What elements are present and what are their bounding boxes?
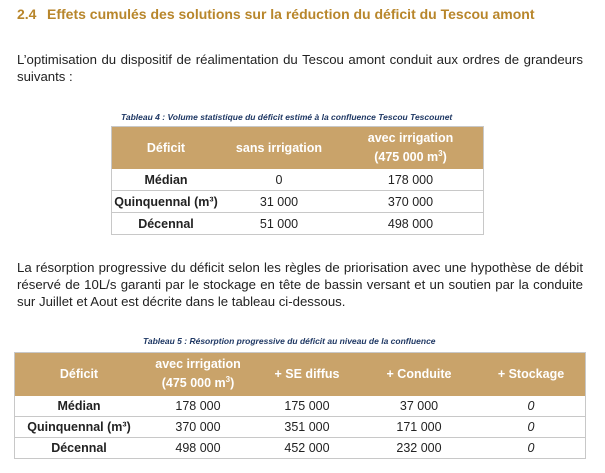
row-label: Décennal [112, 213, 221, 235]
table-row [112, 213, 484, 235]
table5-header-se-diffus: + SE diffus [253, 353, 361, 397]
intro-paragraph: L’optimisation du dispositif de réalimentation du Tescou amont conduit aux ordres de grandeurs suivants : [17, 52, 583, 84]
table-row [15, 417, 586, 438]
table4-header-avec-line2: (475 000 m [374, 150, 439, 165]
table-row [15, 438, 586, 459]
cell-stockage: 0 [477, 396, 586, 417]
section-number: 2.4 [17, 6, 37, 22]
table5 [14, 352, 586, 459]
cell-se-diffus: 175 000 [253, 396, 361, 417]
table5-header-avec-sup: 3 [225, 375, 231, 385]
table4-header-avec-line1: avec irrigation [367, 130, 454, 145]
table5-header-avec-line1: avec irrigation [155, 357, 241, 372]
table4-header-deficit: Déficit [112, 127, 221, 170]
table4-caption: Tableau 4 : Volume statistique du déficit estimé à la confluence Tescou Tescounet [121, 112, 453, 122]
table4-header-avec-irrigation [338, 127, 484, 170]
cell-avec: 370 000 [143, 417, 253, 438]
cell-avec: 178 000 [143, 396, 253, 417]
cell-sans: 51 000 [220, 213, 338, 235]
cell-conduite: 232 000 [361, 438, 477, 459]
table4-header-avec-end: ) [442, 150, 447, 165]
table5-caption: Tableau 5 : Résorption progressive du déficit au niveau de la confluence [143, 336, 436, 346]
section-heading [17, 6, 534, 22]
cell-se-diffus: 351 000 [253, 417, 361, 438]
cell-conduite: 171 000 [361, 417, 477, 438]
table-row [15, 396, 586, 417]
table-row [112, 169, 484, 191]
cell-stockage: 0 [477, 417, 586, 438]
table4-header-avec-sup: 3 [438, 148, 443, 158]
table5-header-stockage: + Stockage [477, 353, 586, 397]
body-paragraph: La résorption progressive du déficit selon les règles de priorisation avec une hypothèse de débit réservé de 10L/s garanti par le stockage en tête de bassin versant et un soutien par la conduite sur Juillet et Aout est décrite dans le tableau ci-dessous. [17, 260, 583, 309]
cell-avec: 370 000 [338, 191, 484, 213]
section-title: Effets cumulés des solutions sur la réduction du déficit du Tescou amont [47, 6, 535, 22]
table4-header-row [112, 127, 484, 170]
table4 [111, 126, 484, 235]
cell-stockage: 0 [477, 438, 586, 459]
row-label: Médian [112, 169, 221, 191]
cell-sans: 0 [220, 169, 338, 191]
row-label: Quinquennal (m³) [112, 191, 221, 213]
row-label: Décennal [15, 438, 144, 459]
row-label: Quinquennal (m³) [15, 417, 144, 438]
table5-header-conduite: + Conduite [361, 353, 477, 397]
table5-header-deficit: Déficit [15, 353, 144, 397]
table4-header-sans-irrigation: sans irrigation [220, 127, 338, 170]
table5-header-row [15, 353, 586, 397]
table-row [112, 191, 484, 213]
cell-se-diffus: 452 000 [253, 438, 361, 459]
table5-header-avec-irrigation [143, 353, 253, 397]
table5-header-avec-line2: (475 000 m [161, 376, 226, 391]
cell-avec: 178 000 [338, 169, 484, 191]
table5-header-avec-end: ) [230, 376, 235, 391]
cell-conduite: 37 000 [361, 396, 477, 417]
cell-avec: 498 000 [143, 438, 253, 459]
cell-avec: 498 000 [338, 213, 484, 235]
cell-sans: 31 000 [220, 191, 338, 213]
row-label: Médian [15, 396, 144, 417]
